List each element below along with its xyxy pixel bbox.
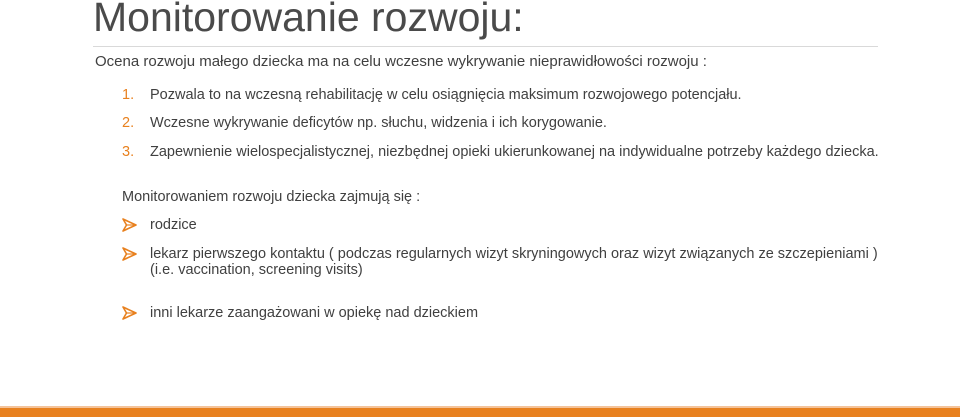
item-number: 3. — [122, 144, 135, 160]
item-text: Wczesne wykrywanie deficytów np. słuchu, widzenia i ich korygowanie. — [150, 115, 607, 131]
title-divider — [93, 46, 878, 47]
footer-accent-band — [0, 408, 960, 417]
numbered-item-1 — [122, 88, 882, 103]
monitoring-intro-text: Monitorowaniem rozwoju dziecka zajmują się : — [122, 189, 421, 205]
bullet-text: inni lekarze zaangażowani w opiekę nad dzieckiem — [150, 305, 479, 321]
item-number: 2. — [122, 115, 135, 131]
item-text: Zapewnienie wielospecjalistycznej, niezbędnej opieki ukierunkowanej na indywidualne potrzeby każdego dziecka. — [150, 144, 879, 160]
bullet-text: lekarz pierwszego kontaktu ( podczas regularnych wizyt skryningowych oraz wizyt związanych ze szczepieniami ) — [150, 246, 878, 262]
item-text: Pozwala to na wczesną rehabilitację w celu osiągnięcia maksimum rozwojowego potencjału. — [150, 87, 742, 103]
numbered-item-2 — [122, 116, 882, 131]
arrow-bullet-icon — [122, 247, 138, 261]
arrow-bullet-icon — [122, 306, 138, 320]
bullet-subtext: (i.e. vaccination, screening visits) — [150, 261, 363, 278]
bullet-item-1 — [122, 218, 882, 234]
bullet-text: rodzice — [150, 217, 197, 233]
slide-title: Monitorowanie rozwoju: — [93, 0, 524, 40]
item-number: 1. — [122, 87, 135, 103]
bullet-item-2 — [122, 247, 882, 278]
bullet-item-3 — [122, 306, 882, 322]
arrow-bullet-icon — [122, 218, 138, 232]
intro-text: Ocena rozwoju małego dziecka ma na celu wczesne wykrywanie nieprawidłowości rozwoju : — [95, 53, 707, 70]
numbered-item-3 — [122, 145, 882, 160]
